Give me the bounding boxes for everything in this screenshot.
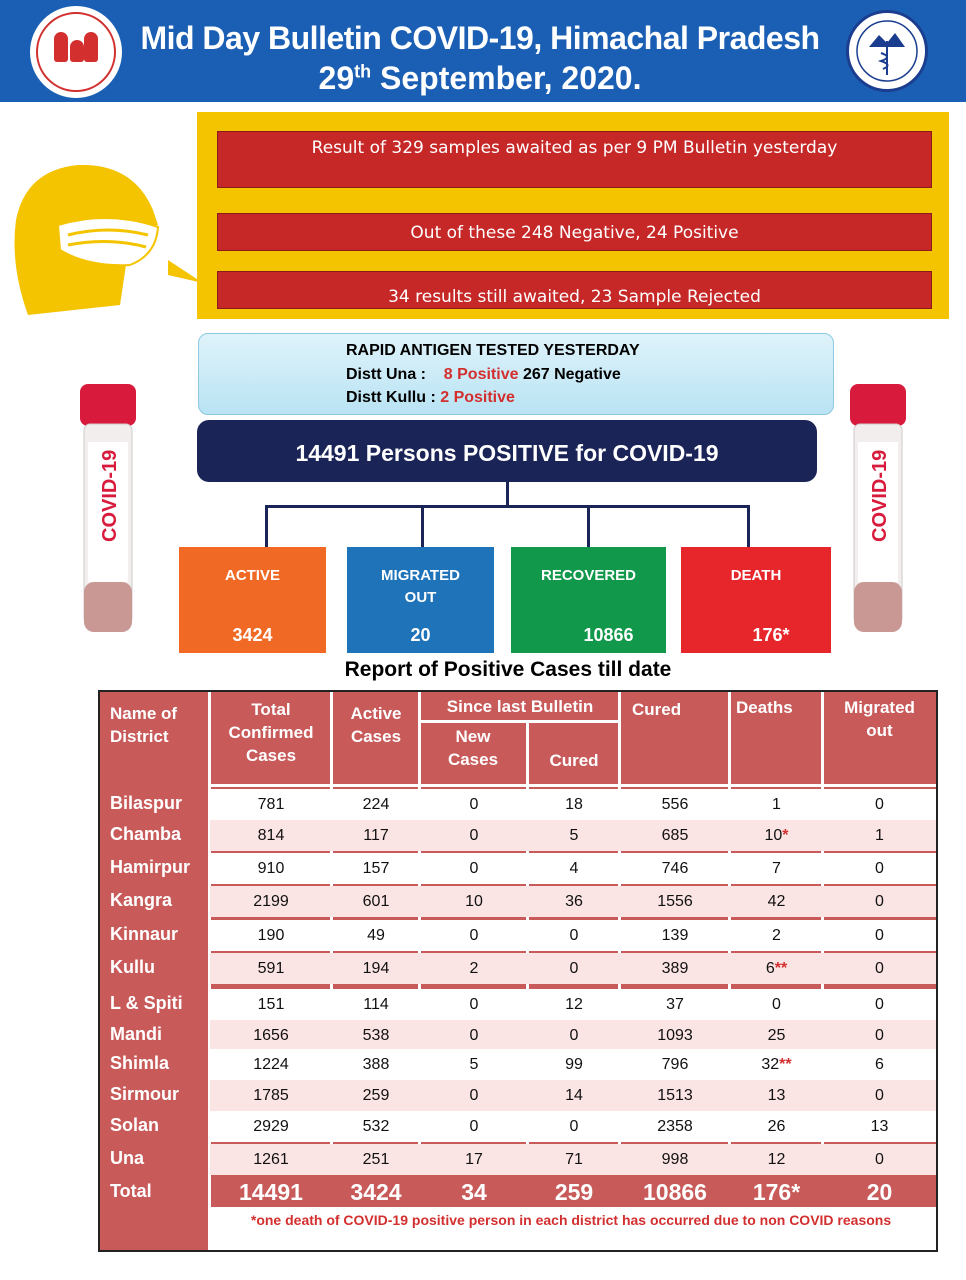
death-footnote-mark: * (782, 827, 789, 844)
table-row (100, 1111, 936, 1142)
table-row (100, 853, 936, 884)
table-total-row (100, 1177, 936, 1208)
connector-line (265, 505, 268, 547)
total-deaths: 176* (752, 1179, 801, 1205)
table-row (100, 886, 936, 917)
active-cell: 251 (362, 1151, 390, 1168)
active-cell: 114 (363, 996, 389, 1013)
deaths-value: 13 (767, 1087, 786, 1104)
cured-new-cell: 0 (569, 960, 579, 977)
death-footnote-mark: ** (779, 1056, 792, 1073)
new-cell: 0 (469, 796, 479, 813)
header-total-confirmed: Total Confirmed Cases (228, 700, 314, 765)
migrated-cell: 1 (875, 827, 884, 844)
connector-line (265, 505, 750, 508)
total-cell: 151 (257, 996, 285, 1013)
deaths-cell (730, 989, 823, 1020)
death-footnote: *one death of COVID-19 positive person in each district has occurred due to non COVID reasons (250, 1212, 892, 1228)
cured-new-cell: 71 (565, 1151, 583, 1168)
new-cell: 17 (465, 1151, 483, 1168)
migrated-cell: 0 (875, 960, 884, 977)
total-migrated: 20 (866, 1179, 893, 1205)
cured-cell: 998 (661, 1151, 689, 1168)
cured-new-cell: 14 (565, 1087, 583, 1104)
active-value: 3424 (232, 625, 273, 645)
total-cell: 1656 (253, 1027, 289, 1044)
svg-text:COVID-19: COVID-19 (99, 449, 121, 542)
cured-new-cell: 36 (565, 893, 583, 910)
migrated-value: 20 (410, 625, 431, 645)
cured-cell: 746 (661, 860, 689, 877)
cured-new-cell: 18 (565, 796, 583, 813)
cured-cell: 1093 (657, 1027, 693, 1044)
deaths-cell (730, 953, 823, 984)
total-positive-banner: 14491 Persons POSITIVE for COVID-19 (197, 420, 817, 482)
person-with-mask-icon (8, 165, 198, 315)
total-total: 14491 (239, 1179, 303, 1205)
table-row (100, 820, 936, 851)
table-row (100, 953, 936, 984)
new-cell: 5 (469, 1056, 479, 1073)
una-result: Distt Una : 8 Positive 267 Negative (346, 366, 621, 383)
deaths-value: 0 (772, 996, 781, 1013)
connector-line (421, 505, 424, 547)
migrated-cell: 0 (875, 893, 884, 910)
table-header-divider (208, 784, 936, 787)
district-name: Una (110, 1148, 145, 1168)
table-row (100, 1080, 936, 1111)
active-cell: 49 (367, 927, 385, 944)
table-row (100, 989, 936, 1020)
deaths-value: 42 (767, 893, 786, 910)
recovered-value: 10866 (583, 625, 634, 645)
samples-awaited-text: Result of 329 samples awaited as per 9 PM Bulletin yesterday (217, 131, 932, 188)
header-since-last-bulletin: Since last Bulletin (446, 697, 594, 716)
total-cell: 814 (257, 827, 285, 844)
total-label: Total (110, 1181, 152, 1201)
total-cell: 910 (257, 860, 285, 877)
district-name: Bilaspur (110, 793, 183, 813)
health-department-logo (846, 10, 928, 92)
cured-new-cell: 99 (565, 1056, 583, 1073)
active-cell: 194 (362, 960, 390, 977)
cured-cell: 1513 (657, 1087, 693, 1104)
awaited-rejected-text: 34 results still awaited, 23 Sample Rejected (217, 271, 932, 309)
total-new: 34 (461, 1179, 487, 1205)
cured-cell: 389 (661, 960, 689, 977)
new-cell: 0 (469, 1027, 479, 1044)
district-name: Shimla (110, 1053, 170, 1073)
cured-new-cell: 5 (569, 827, 579, 844)
deaths-cell (730, 1049, 823, 1080)
total-cell: 2929 (253, 1118, 289, 1135)
migrated-cell: 0 (875, 1087, 884, 1104)
test-tube-right-icon (848, 382, 908, 642)
total-cell: 1224 (253, 1056, 289, 1073)
total-cell: 2199 (253, 893, 289, 910)
migrated-cell: 13 (870, 1118, 889, 1135)
death-footnote-mark: ** (774, 960, 788, 977)
district-name: Mandi (110, 1024, 162, 1044)
district-name: Sirmour (110, 1084, 180, 1104)
active-cell: 157 (362, 860, 390, 877)
migrated-card (347, 547, 494, 653)
total-cell: 591 (257, 960, 285, 977)
deaths-value: 7 (772, 860, 781, 877)
header-deaths: Deaths (736, 698, 793, 717)
deaths-cell (730, 920, 823, 951)
total-cell: 1785 (253, 1087, 289, 1104)
table-row (100, 1144, 936, 1175)
connector-line (587, 505, 590, 547)
header-cured-since: Cured (549, 751, 599, 770)
table-row (100, 789, 936, 820)
district-name: Kullu (110, 957, 155, 977)
negative-positive-text: Out of these 248 Negative, 24 Positive (217, 213, 932, 251)
cured-cell: 685 (661, 827, 689, 844)
test-tube-left-icon (78, 382, 138, 642)
cured-new-cell: 0 (569, 1027, 579, 1044)
migrated-label: MIGRATED OUT (381, 567, 460, 606)
cured-new-cell: 0 (569, 1118, 579, 1135)
total-cured: 10866 (643, 1179, 707, 1205)
total-cell: 781 (257, 796, 285, 813)
deaths-cell (730, 1020, 823, 1051)
connector-line (747, 505, 750, 547)
new-cell: 0 (469, 1087, 479, 1104)
death-label: DEATH (730, 567, 782, 584)
cured-new-cell: 12 (565, 996, 583, 1013)
deaths-cell (730, 853, 823, 884)
death-card (681, 547, 831, 653)
bulletin-date: 29th September, 2020. (318, 60, 642, 96)
active-cell: 532 (362, 1118, 390, 1135)
cured-cell: 2358 (657, 1118, 693, 1135)
total-cell: 190 (257, 927, 285, 944)
deaths-cell (730, 820, 823, 851)
active-cell: 601 (362, 893, 390, 910)
district-name: Hamirpur (110, 857, 191, 877)
deaths-value: 1 (772, 796, 781, 813)
deaths-cell (730, 1080, 823, 1111)
total-cell: 1261 (253, 1151, 289, 1168)
deaths-cell (730, 1144, 823, 1175)
header-district: Name of District (110, 704, 178, 746)
new-cell: 2 (469, 960, 479, 977)
report-title: Report of Positive Cases till date (344, 658, 672, 681)
deaths-value: 32 (761, 1056, 780, 1073)
deaths-value: 10 (764, 827, 783, 844)
deaths-cell (730, 1111, 823, 1142)
district-name: Solan (110, 1115, 160, 1135)
deaths-value: 25 (767, 1027, 786, 1044)
new-cell: 0 (469, 1118, 479, 1135)
total-cured-new: 259 (554, 1179, 594, 1205)
migrated-cell: 0 (875, 1151, 884, 1168)
cured-cell: 556 (661, 796, 689, 813)
district-name: Kangra (110, 890, 173, 910)
cured-new-cell: 4 (569, 860, 579, 877)
migrated-cell: 0 (875, 860, 884, 877)
migrated-cell: 0 (875, 927, 884, 944)
cured-cell: 796 (661, 1056, 689, 1073)
header-active: Active Cases (350, 704, 402, 746)
header-cured: Cured (632, 700, 682, 719)
new-cell: 0 (469, 996, 479, 1013)
active-cell: 259 (362, 1087, 390, 1104)
active-card (179, 547, 326, 653)
active-cell: 388 (362, 1056, 390, 1073)
cured-cell: 139 (661, 927, 689, 944)
active-cell: 224 (362, 796, 390, 813)
bulletin-title: Mid Day Bulletin COVID-19, Himachal Pradesh (140, 20, 820, 56)
table-row (100, 1049, 936, 1080)
deaths-value: 2 (772, 927, 781, 944)
district-name: L & Spiti (110, 993, 183, 1013)
migrated-cell: 0 (875, 1027, 884, 1044)
connector-line (506, 482, 509, 506)
active-label: ACTIVE (224, 567, 280, 584)
migrated-cell: 0 (875, 996, 884, 1013)
header-new-cases: New Cases (447, 727, 499, 769)
recovered-card (511, 547, 666, 653)
new-cell: 0 (469, 827, 479, 844)
active-cell: 538 (362, 1027, 390, 1044)
svg-text:COVID-19: COVID-19 (869, 449, 891, 542)
header-migrated-out: Migrated out (844, 698, 915, 740)
migrated-cell: 6 (875, 1056, 884, 1073)
national-health-mission-logo (30, 6, 122, 98)
district-name: Kinnaur (110, 924, 179, 944)
new-cell: 10 (465, 893, 483, 910)
table-subheader-divider (418, 720, 621, 723)
cured-new-cell: 0 (569, 927, 579, 944)
total-active: 3424 (350, 1179, 402, 1205)
deaths-value: 6 (765, 960, 775, 977)
kullu-result: Distt Kullu : 2 Positive (346, 389, 515, 406)
new-cell: 0 (469, 927, 479, 944)
deaths-value: 12 (767, 1151, 786, 1168)
table-row (100, 1020, 936, 1051)
new-cell: 0 (469, 860, 479, 877)
active-cell: 117 (363, 827, 389, 844)
deaths-cell (730, 789, 823, 820)
deaths-value: 26 (767, 1118, 786, 1135)
district-name: Chamba (110, 824, 182, 844)
cured-cell: 37 (666, 996, 684, 1013)
migrated-cell: 0 (875, 796, 884, 813)
deaths-cell (730, 886, 823, 917)
death-value: 176* (752, 625, 790, 645)
rapid-antigen-heading: RAPID ANTIGEN TESTED YESTERDAY (346, 342, 640, 359)
cured-cell: 1556 (657, 893, 693, 910)
recovered-label: RECOVERED (540, 567, 637, 584)
table-row (100, 920, 936, 951)
